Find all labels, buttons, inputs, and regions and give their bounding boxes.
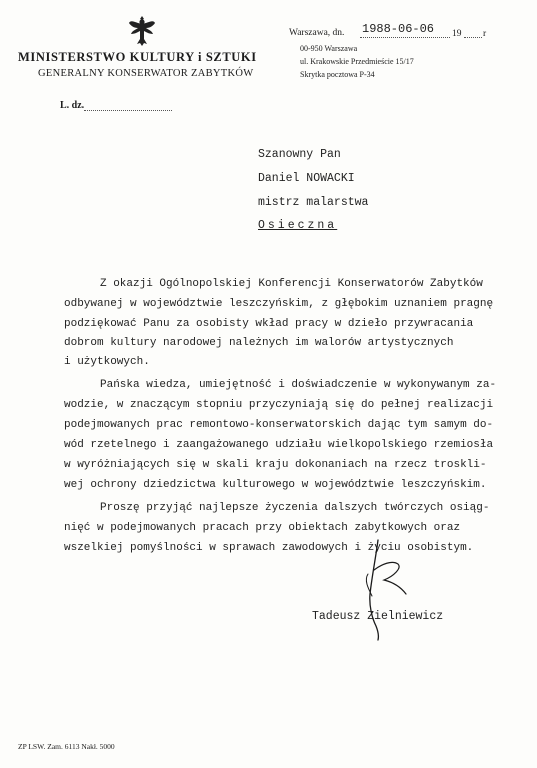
- body-line: wodzie, w znaczącym stopniu przyczyniają się do pełnej realizacji: [64, 399, 494, 411]
- body-line: dobrom kultury narodowej należnych im walorów artystycznych: [64, 337, 454, 349]
- date-dotted-line: [360, 37, 450, 38]
- ministry-name: MINISTERSTWO KULTURY i SZTUKI: [18, 50, 257, 64]
- place-label: Warszawa, dn.: [289, 28, 345, 38]
- year-prefix: 19: [452, 29, 462, 39]
- recipient-title: mistrz malarstwa: [258, 196, 369, 209]
- year-dotted-line: [464, 37, 482, 38]
- printer-footer: ZP LSW. Zam. 6113 Nakł. 5000: [18, 742, 115, 751]
- body-line: podziękować Panu za osobisty wkład pracy w dzieło przywracania: [64, 318, 474, 330]
- reference-dotted-line: [84, 110, 172, 111]
- year-suffix: r: [483, 29, 487, 39]
- body-line: wej ochrony dziedzictwa kulturowego w województwie leszczyńskim.: [64, 479, 487, 491]
- eagle-emblem-icon: [128, 14, 156, 48]
- letter-date: 1988-06-06: [362, 22, 435, 36]
- reference-label: L. dz.: [60, 100, 85, 111]
- body-line: Proszę przyjąć najlepsze życzenia dalszych twórczych osiąg-: [100, 502, 490, 514]
- address-line: ul. Krakowskie Przedmieście 15/17: [300, 57, 414, 66]
- handwritten-signature: [348, 536, 418, 641]
- address-line: 00-950 Warszawa: [300, 44, 358, 53]
- recipient-name: Daniel NOWACKI: [258, 172, 355, 185]
- body-line: podejmowanych prac remontowo-konserwatorskich dając tym samym do-: [64, 419, 494, 431]
- body-line: i użytkowych.: [64, 356, 150, 368]
- body-line: wszelkiej pomyślności w sprawach zawodowych i życiu osobistym.: [64, 542, 474, 554]
- recipient-salutation: Szanowny Pan: [258, 148, 341, 161]
- signer-name: Tadeusz Zielniewicz: [312, 610, 444, 623]
- body-line: wód rzetelnego i zaangażowanego udziału wielkopolskiego rzemiosła: [64, 439, 494, 451]
- address-line: Skrytka pocztowa P-34: [300, 70, 375, 79]
- body-line: nięć w podejmowanych pracach przy obiektach zabytkowych oraz: [64, 522, 461, 534]
- recipient-city: Osieczna: [258, 219, 338, 232]
- body-line: Pańska wiedza, umiejętność i doświadczenie w wykonywanym za-: [100, 379, 497, 391]
- body-line: w wyróżniających się w skali kraju dokonaniach na rzecz troskli-: [64, 459, 487, 471]
- body-line: Z okazji Ogólnopolskiej Konferencji Konserwatorów Zabytków: [100, 278, 483, 290]
- department-name: GENERALNY KONSERWATOR ZABYTKÓW: [38, 68, 254, 79]
- body-line: odbywanej w województwie leszczyńskim, z głębokim uznaniem pragnę: [64, 298, 494, 310]
